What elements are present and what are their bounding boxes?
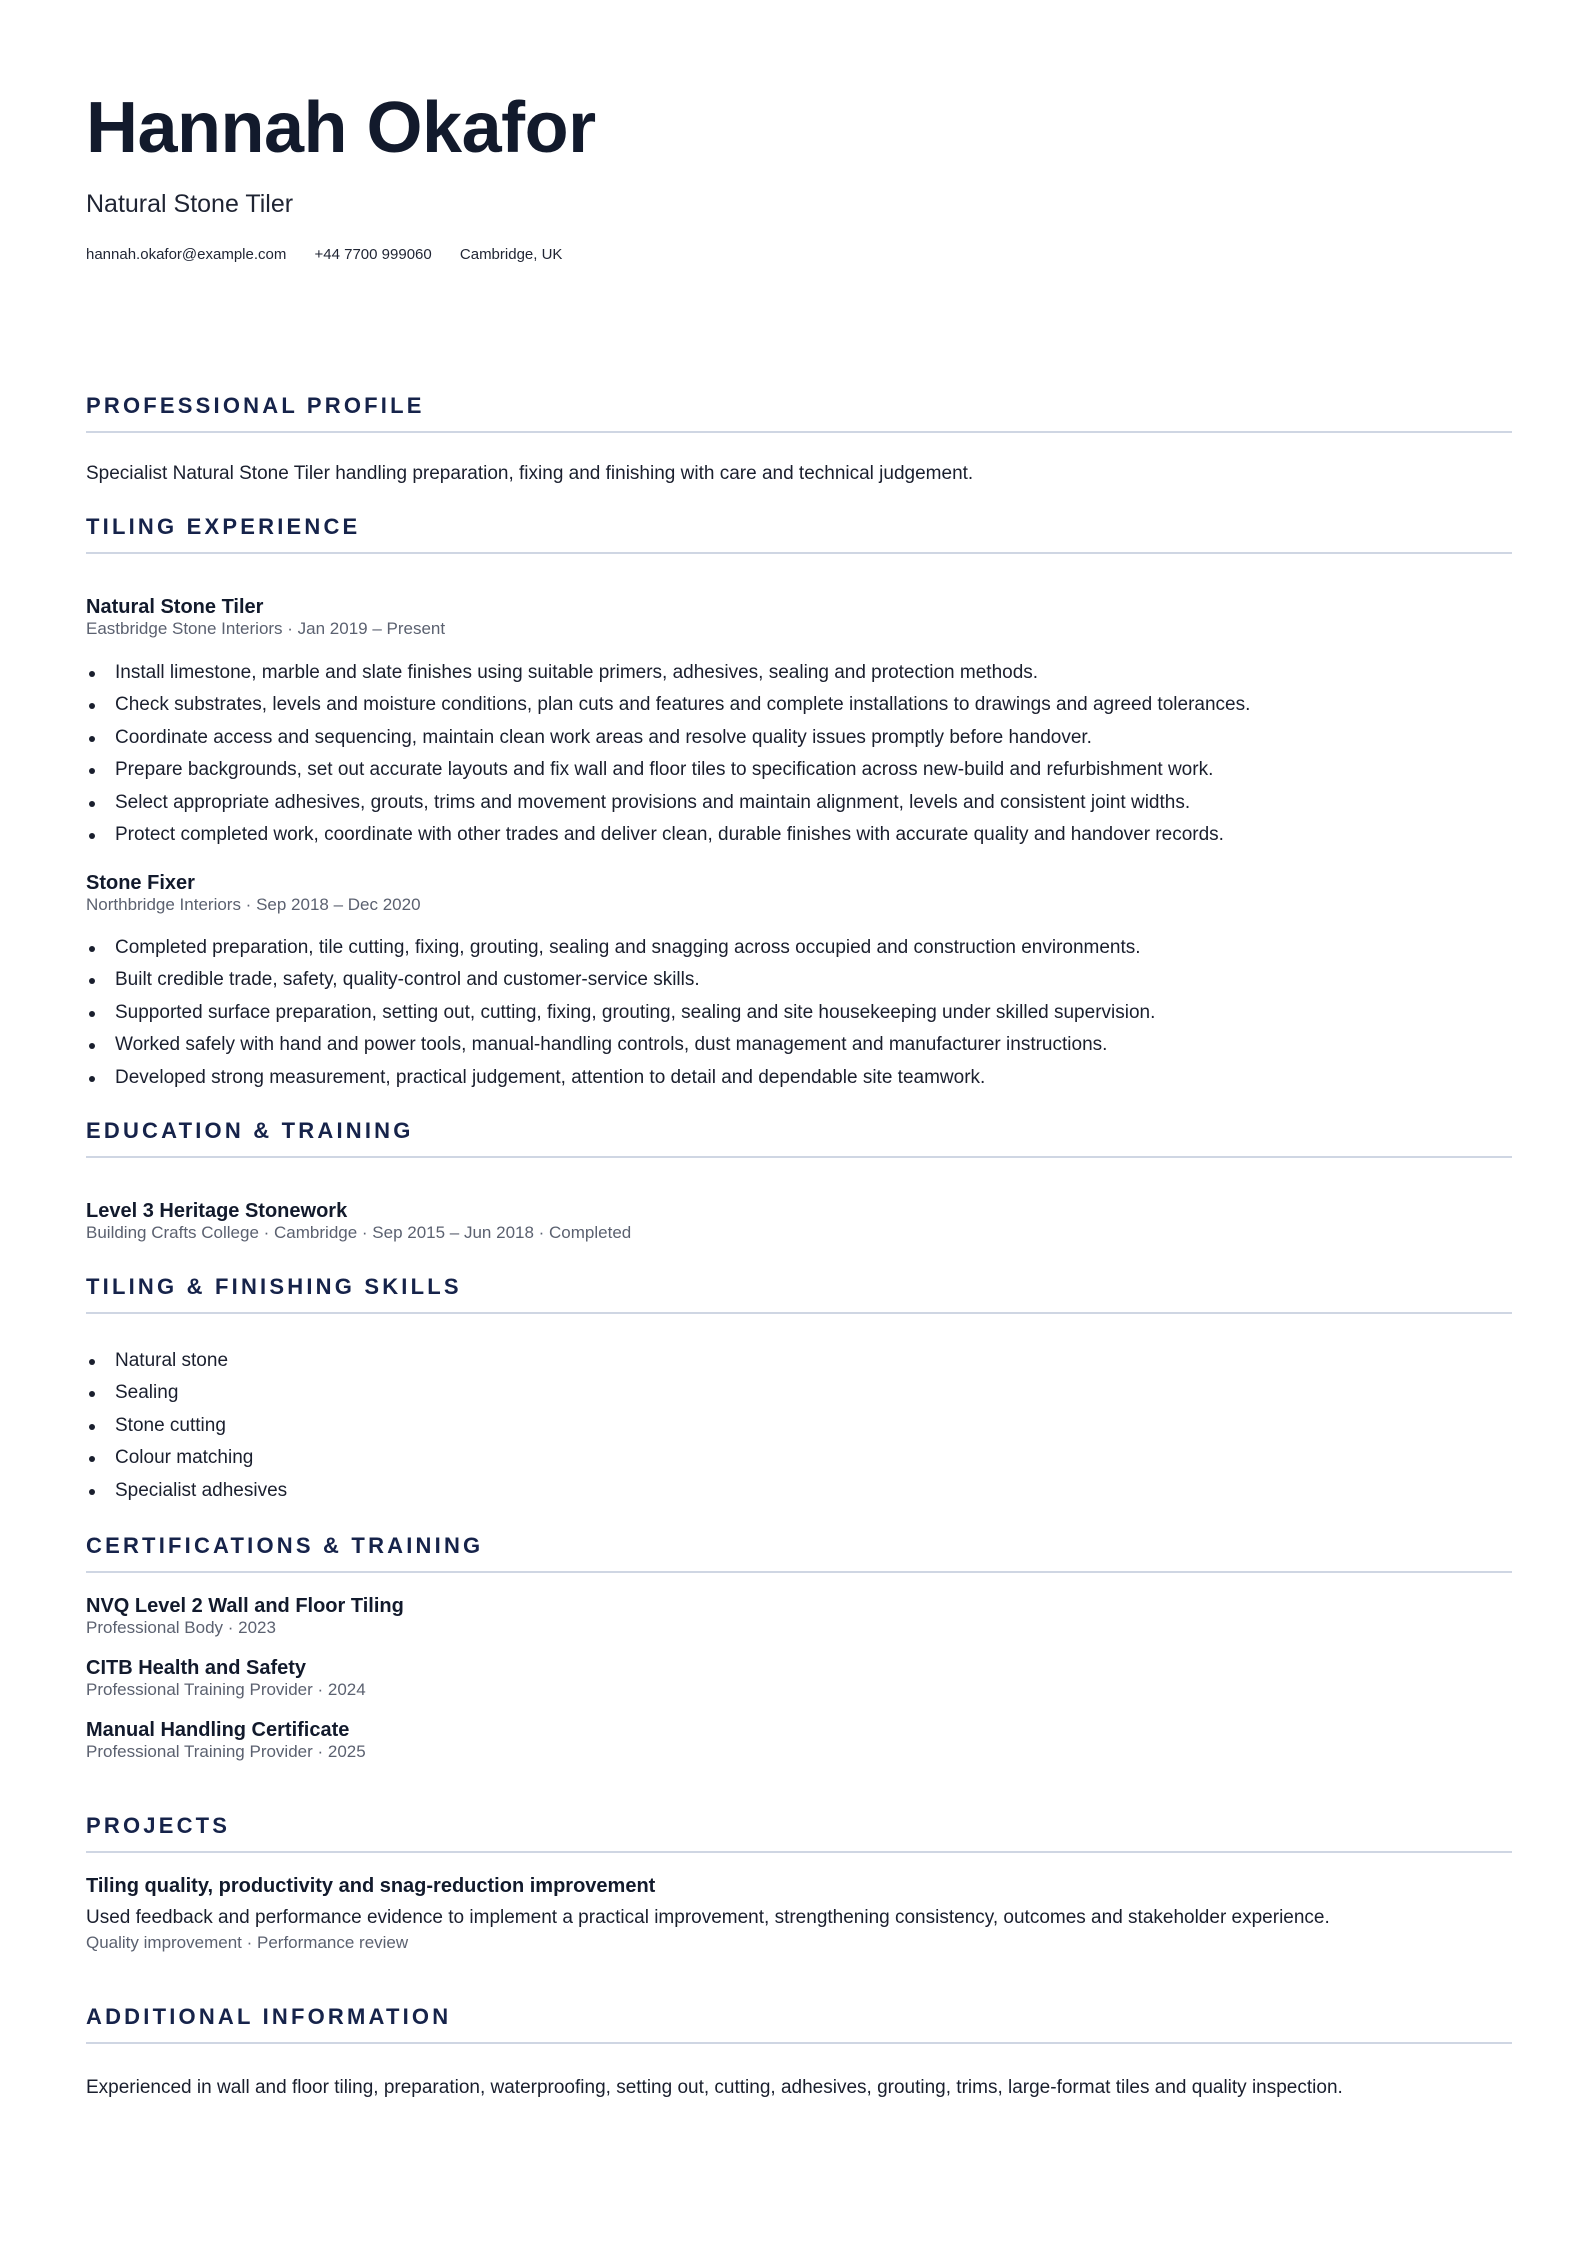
section-title: TILING & FINISHING SKILLS [86,1274,462,1299]
section-divider [86,552,1512,554]
project-tags: Quality improvement · Performance review [86,1932,409,1952]
project-entry [86,1874,1330,1953]
certification-meta: Professional Training Provider · 2025 [86,1742,366,1761]
list-item: Select appropriate adhesives, grouts, trims and movement provisions and maintain alignment, levels and consistent joint widths. [86,787,1250,819]
job-title: Stone Fixer [86,872,195,894]
section-divider [86,1571,1512,1573]
certification-entry [86,1718,366,1762]
certification-entry [86,1594,404,1638]
list-item: Prepare backgrounds, set out accurate layouts and fix wall and floor tiles to specification across new-build and refurbishment work. [86,754,1250,786]
list-item: Completed preparation, tile cutting, fixing, grouting, sealing and snagging across occupied and construction environments. [86,932,1155,964]
section-title: ADDITIONAL INFORMATION [86,2004,452,2029]
projects-section [86,1813,1512,1952]
candidate-name: Hannah Okafor [86,88,596,168]
certifications-section [86,1533,1512,1761]
education-meta: Building Crafts College · Cambridge · Sep 2015 – Jun 2018 · Completed [86,1223,632,1242]
skill-item: Sealing [86,1377,287,1409]
certification-entry [86,1656,366,1700]
list-item: Worked safely with hand and power tools, manual-handling controls, dust management and manufacturer instructions. [86,1029,1155,1061]
profile-text: Specialist Natural Stone Tiler handling preparation, fixing and finishing with care and technical judgement. [86,463,974,484]
section-divider [86,431,1512,433]
list-item: Protect completed work, coordinate with other trades and deliver clean, durable finishes with accurate quality and handover records. [86,819,1250,851]
skill-item: Colour matching [86,1442,287,1474]
skill-item: Specialist adhesives [86,1475,287,1507]
section-title: CERTIFICATIONS & TRAINING [86,1533,484,1558]
additional-section [86,2004,1512,2098]
education-title: Level 3 Heritage Stonework [86,1200,348,1222]
list-item: Install limestone, marble and slate finishes using suitable primers, adhesives, sealing and protection methods. [86,657,1250,689]
list-item: Built credible trade, safety, quality-control and customer-service skills. [86,964,1155,996]
additional-text: Experienced in wall and floor tiling, preparation, waterproofing, setting out, cutting, adhesives, grouting, trims, large-format tiles and quality inspection. [86,2077,1343,2098]
certification-title: CITB Health and Safety [86,1657,307,1679]
section-title: PROFESSIONAL PROFILE [86,393,425,418]
skill-item: Stone cutting [86,1410,287,1442]
certification-meta: Professional Body · 2023 [86,1618,276,1637]
contact-location: Cambridge, UK [459,246,563,263]
list-item: Supported surface preparation, setting out, cutting, fixing, grouting, sealing and site housekeeping under skilled supervision. [86,997,1155,1029]
job-entry [86,871,421,915]
job-bullets [86,657,1250,851]
section-divider [86,1851,1512,1853]
certification-title: NVQ Level 2 Wall and Floor Tiling [86,1595,404,1617]
list-item: Coordinate access and sequencing, maintain clean work areas and resolve quality issues promptly before handover. [86,722,1250,754]
section-divider [86,1312,1512,1314]
profile-section [86,393,1512,484]
section-divider [86,1156,1512,1158]
contact-line [86,246,586,263]
skills-list [86,1345,287,1507]
candidate-role: Natural Stone Tiler [86,190,294,218]
section-title: PROJECTS [86,1813,231,1838]
section-title: TILING EXPERIENCE [86,514,361,539]
list-item: Check substrates, levels and moisture conditions, plan cuts and features and complete installations to drawings and agreed tolerances. [86,689,1250,721]
skills-section [86,1274,1512,1501]
skill-item: Natural stone [86,1345,287,1377]
education-entry [86,1199,631,1243]
job-meta: Northbridge Interiors · Sep 2018 – Dec 2020 [86,895,421,914]
list-item: Developed strong measurement, practical judgement, attention to detail and dependable site teamwork. [86,1062,1155,1094]
job-entry [86,595,445,639]
education-section [86,1118,1512,1242]
job-title: Natural Stone Tiler [86,596,264,618]
contact-phone[interactable]: +44 7700 999060 [314,246,432,263]
job-meta: Eastbridge Stone Interiors · Jan 2019 – Present [86,619,446,638]
contact-email[interactable]: hannah.okafor@example.com [86,246,287,263]
section-divider [86,2042,1512,2044]
certification-title: Manual Handling Certificate [86,1719,350,1741]
experience-section [86,514,1512,1088]
job-bullets [86,932,1155,1094]
project-title: Tiling quality, productivity and snag-reduction improvement [86,1875,656,1897]
project-description: Used feedback and performance evidence to implement a practical improvement, strengthening consistency, outcomes and stakeholder experience. [86,1907,1330,1928]
certification-meta: Professional Training Provider · 2024 [86,1680,366,1699]
section-title: EDUCATION & TRAINING [86,1118,414,1143]
